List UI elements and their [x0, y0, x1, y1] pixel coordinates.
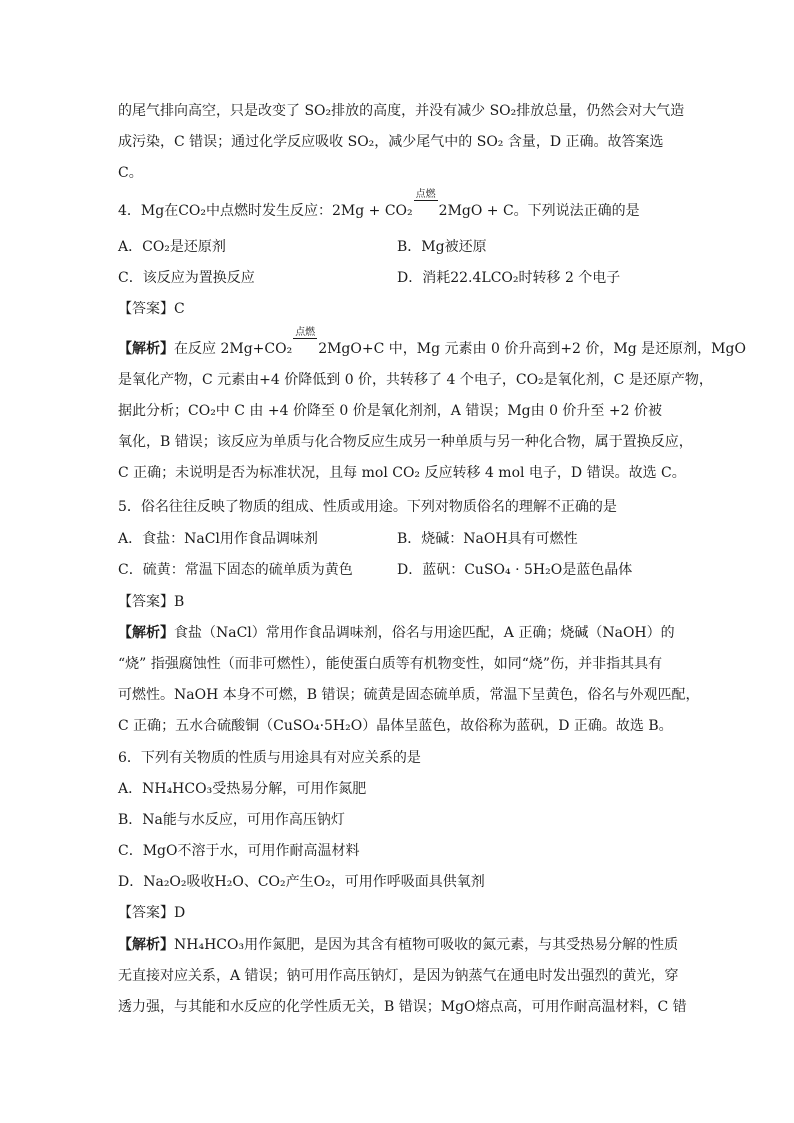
q4-analysis-line-1: [118, 327, 746, 359]
q4-option-a: A．CO₂是还原剂: [118, 239, 226, 255]
q6-analysis-line-1: [118, 935, 678, 955]
intro-line-3: C。: [118, 165, 143, 181]
q5-option-b: B．烧碱：NaOH具有可燃性: [397, 531, 578, 547]
condition-label: 点燃: [295, 327, 316, 338]
q6-analysis-text: NH₄HCO₃用作氮肥，是因为其含有植物可吸收的氮元素，与其受热易分解的性质: [174, 937, 679, 953]
q6-analysis-line-2: 无直接对应关系，A 错误；钠可用作高压钠灯，是因为钠蒸气在通电时发出强烈的黄光，穿: [118, 968, 679, 984]
q4-analysis-pre: 在反应 2Mg+CO₂: [174, 341, 293, 357]
q4-analysis-post: 2MgO+C 中，Mg 元素由 0 价升高到+2 价，Mg 是还原剂，MgO: [318, 341, 746, 357]
q6-option-c: C．MgO不溶于水，可用作耐高温材料: [118, 843, 360, 859]
q5-analysis-line-4: C 正确；五水合硫酸铜（CuSO₄·5H₂O）晶体呈蓝色，故俗称为蓝矾，D 正确。故选 B。: [118, 718, 673, 734]
analysis-label: 【解析】: [118, 937, 174, 953]
intro-line-2: 成污染，C 错误；通过化学反应吸收 SO₂，减少尾气中的 SO₂ 含量，D 正确。故答案选: [118, 134, 664, 150]
q6-answer: 【答案】D: [118, 905, 186, 921]
q5-option-d: D．蓝矾：CuSO₄ · 5H₂O是蓝色晶体: [397, 562, 633, 578]
q4-analysis-line-3: 据此分析；CO₂中 C 由 +4 价降至 0 价是氧化剂剂，A 错误；Mg由 0 价升至 +2 价被: [118, 403, 662, 419]
q4-option-b: B．Mg被还原: [397, 239, 487, 255]
q6-option-d: D．Na₂O₂吸收H₂O、CO₂产生O₂，可用作呼吸面具供氧剂: [118, 874, 485, 890]
q4-stem: [118, 189, 640, 221]
q5-option-c: C．硫黄：常温下固态的硫单质为黄色: [118, 562, 353, 578]
q6-stem: 6．下列有关物质的性质与用途具有对应关系的是: [118, 750, 421, 766]
q5-analysis-line-1: [118, 623, 675, 643]
q5-analysis-line-3: 可燃性。NaOH 本身不可燃，B 错误；硫黄是固态硫单质，常温下呈黄色，俗名与外观匹配，: [118, 687, 700, 703]
q4-option-c: C．该反应为置换反应: [118, 270, 255, 286]
q4-analysis-line-2: 是氧化产物，C 元素由+4 价降低到 0 价，共转移了 4 个电子，CO₂是氧化剂，C 是还原产物，: [118, 372, 713, 388]
q5-answer: 【答案】B: [118, 594, 185, 610]
reaction-condition-arrow: [292, 327, 318, 359]
intro-line-1: 的尾气排向高空，只是改变了 SO₂排放的高度，并没有减少 SO₂排放总量，仍然会对大气造: [118, 103, 685, 119]
q4-stem-pre: 4．Mg在CO₂中点燃时发生反应：2Mg + CO₂: [118, 203, 413, 219]
q6-analysis-line-3: 透力强，与其能和水反应的化学性质无关，B 错误；MgO熔点高，可用作耐高温材料，C 错: [118, 999, 687, 1015]
q5-option-a: A．食盐：NaCl用作食品调味剂: [118, 531, 318, 547]
q4-answer: 【答案】C: [118, 301, 185, 317]
reaction-condition-arrow: [413, 189, 439, 221]
q4-option-d: D．消耗22.4LCO₂时转移 2 个电子: [397, 270, 621, 286]
q5-stem: 5．俗名往往反映了物质的组成、性质或用途。下列对物质俗名的理解不正确的是: [118, 499, 617, 515]
condition-label: 点燃: [415, 189, 436, 200]
analysis-label: 【解析】: [118, 341, 174, 357]
q4-analysis-line-4: 氧化，B 错误；该反应为单质与化合物反应生成另一种单质与另一种化合物，属于置换反应，: [118, 434, 693, 450]
q4-analysis-line-5: C 正确；未说明是否为标准状况，且每 mol CO₂ 反应转移 4 mol 电子，D 错误。故选 C。: [118, 465, 686, 481]
analysis-label: 【解析】: [118, 625, 174, 641]
q4-stem-post: 2MgO + C。下列说法正确的是: [438, 203, 640, 219]
q6-option-b: B．Na能与水反应，可用作高压钠灯: [118, 812, 345, 828]
q6-option-a: A．NH₄HCO₃受热易分解，可用作氮肥: [118, 781, 367, 797]
q5-analysis-text: 食盐（NaCl）常用作食品调味剂，俗名与用途匹配，A 正确；烧碱（NaOH）的: [174, 625, 675, 641]
q5-analysis-line-2: “烧” 指强腐蚀性（而非可燃性），能使蛋白质等有机物变性，如同“烧”伤，并非指其具有: [118, 656, 663, 672]
